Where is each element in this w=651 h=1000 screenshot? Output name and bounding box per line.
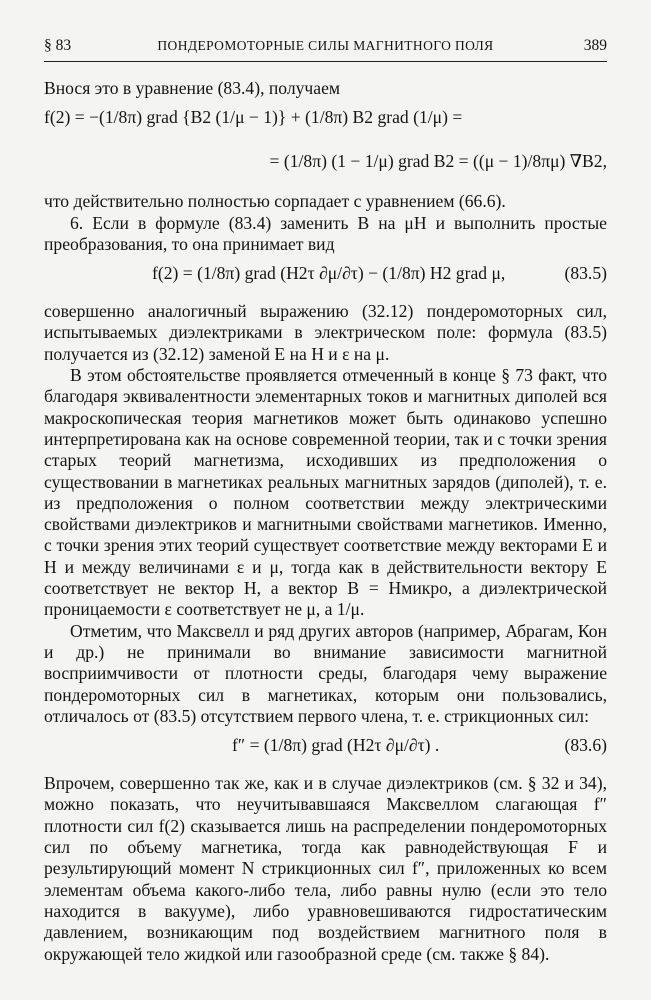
paragraph-6: 6. Если в формуле (83.4) заменить B на μH и выполнить простые преобразования, то она принимает вид (44, 212, 607, 254)
equation-83-5-body: f(2) = (1/8π) grad (H2τ ∂μ/∂τ) − (1/8π) H2 grad μ, (152, 263, 506, 284)
equation-83-5-tag: (83.5) (564, 263, 607, 284)
equation-1-line-2: = (1/8π) (1 − 1/μ) grad B2 = ((μ − 1)/8πμ) ∇B2, (269, 151, 607, 172)
paragraph-final: Впрочем, совершенно так же, как и в случае диэлектриков (см. § 32 и 34), можно показать, что неучитывавшаяся Максвеллом слагающая f″ плотности сил f(2) сказывается лишь на распределении пондеромоторных сил по объему магнетика, тогда как равнодействующая F и результирующий момент N стрикционных сил f″, приложенных ко всем элементам объема какого-либо тела, либо равны нулю (если это тело находится в вакууме), либо уравновешиваются гидростатическим давлением, возникающим под воздействием магнитного поля в окружающей тело жидкой или газообразной среде (см. также § 84). (44, 773, 607, 964)
equation-83-6-tag: (83.6) (564, 735, 607, 756)
running-title: ПОНДЕРОМОТОРНЫЕ СИЛЫ МАГНИТНОГО ПОЛЯ (157, 38, 494, 53)
section-number: § 83 (44, 37, 72, 54)
equation-1 (44, 99, 607, 191)
page-header (44, 37, 607, 61)
intro-line: Внося это в уравнение (83.4), получаем (44, 78, 341, 98)
equation-83-6-body: f″ = (1/8π) grad (H2τ ∂μ/∂τ) . (232, 735, 440, 756)
paragraph-macroscopic: В этом обстоятельстве проявляется отмеченный в конце § 73 факт, что благодаря эквивалентности элементарных токов и магнитных диполей вся макроскопическая теория магнетиков может быть одинаково успешно интерпретирована как на основе современной теории, так и с точки зрения старых теорий магнетизма, исходивших из предположения о существовании в магнетиках реальных магнитных зарядов (диполей), т. е. из предположения о полном соответствии между электрическими свойствами диэлектриков и магнитными свойствами магнетиков. Именно, с точки зрения этих теорий существует соответствие между векторами E и H и между величинами ε и μ, тогда как в действительности вектору E соответствует не вектор H, а вектор B = Hмикро, а диэлектрической проницаемости ε соответствует не μ, а 1/μ. (44, 365, 607, 620)
header-rule (44, 61, 607, 62)
paragraph-after-eq1: что действительно полностью сорпадает с уравнением (66.6). (44, 191, 506, 212)
paragraph-6-continued: совершенно аналогичный выражению (32.12) пондеромоторных сил, испытываемых диэлектриками в электрическом поле: формула (83.5) получается из (32.12) заменой E на H и ε на μ. (44, 301, 607, 364)
equation-83-6 (44, 727, 607, 773)
equation-83-5 (44, 255, 607, 301)
page-body (44, 78, 607, 965)
equation-1-line-1: f(2) = −(1/8π) grad {B2 (1/μ − 1)} + (1/8π) B2 grad (1/μ) = (44, 107, 463, 128)
paragraph-maxwell: Отметим, что Максвелл и ряд других авторов (например, Абрагам, Кон и др.) не принимали во внимание зависимости магнитной восприимчивости от плотности среды, благодаря чему выражение пондеромоторных сил в магнетиках, которым они пользовались, отличалось от (83.5) отсутствием первого члена, т. е. стрикционных сил: (44, 620, 607, 726)
page-number: 389 (583, 37, 607, 54)
